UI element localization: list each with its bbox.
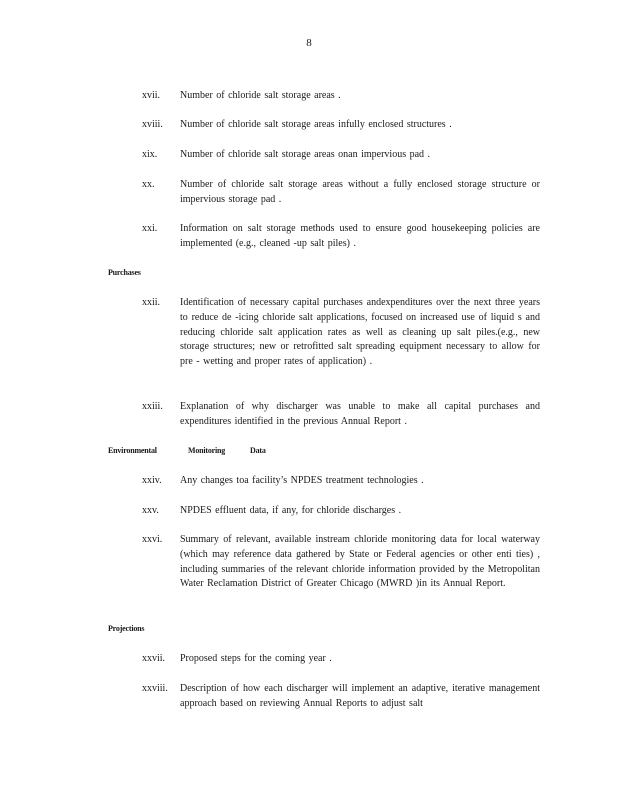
item-number: xxviii.: [142, 683, 168, 694]
list-item-xxi: [142, 222, 542, 252]
item-text: Number of chloride salt storage areas without a fully enclosed storage structure or impervious storage pad .: [180, 179, 540, 205]
item-number: xvii.: [142, 90, 161, 101]
list-item-xxv: [142, 504, 542, 519]
list-item-xvii: [142, 89, 542, 104]
list-item-xxvii: [142, 652, 542, 667]
item-text: Information on salt storage methods used to ensure good housekeeping policies are implemented (e.g., cleaned -up salt piles) .: [180, 223, 540, 249]
heading-word: Environmental: [108, 446, 157, 455]
list-item-xxii: [142, 296, 542, 370]
item-number: xxii.: [142, 297, 161, 308]
item-number: xxv.: [142, 505, 159, 516]
item-number: xxiii.: [142, 401, 163, 412]
item-text: Number of chloride salt storage areas onan impervious pad .: [180, 149, 431, 160]
item-text: Proposed steps for the coming year .: [180, 653, 332, 664]
item-number: xviii.: [142, 119, 163, 130]
section-heading-purchases: Purchases: [108, 268, 141, 277]
heading-word: Data: [250, 446, 266, 455]
list-item-xxiv: [142, 474, 542, 489]
item-text: Description of how each discharger will implement an adaptive, iterative management approach based on reviewing Annual Reports to adjust salt: [180, 683, 540, 709]
item-text: Number of chloride salt storage areas .: [180, 90, 341, 101]
item-text: Explanation of why discharger was unable to make all capital purchases and expenditures identified in the previous Annual Report .: [180, 401, 540, 427]
item-number: xxvii.: [142, 653, 166, 664]
page-number: 8: [306, 37, 312, 49]
item-text: Any changes toa facility’s NPDES treatment technologies .: [180, 475, 424, 486]
item-text: NPDES effluent data, if any, for chloride discharges .: [180, 505, 402, 516]
item-text: Identification of necessary capital purchases andexpenditures over the next three years to reduce de -icing chloride salt applications, focused on increased use of liquid s and reducing chloride salt application rates as well as cleaning up salt piles.(e.g., new storage structures; new or retrofitted salt spreading equipment necessary to allow for pre - wetting and proper rates of application) .: [180, 297, 540, 368]
item-number: xxi.: [142, 223, 158, 234]
section-heading-projections: Projections: [108, 624, 145, 633]
section-heading-environmental-monitoring-data: [108, 446, 278, 455]
list-item-xviii: [142, 118, 542, 133]
list-item-xix: [142, 148, 542, 163]
list-item-xxiii: [142, 400, 542, 430]
list-item-xx: [142, 178, 542, 208]
heading-word: Monitoring: [188, 446, 226, 455]
item-number: xix.: [142, 149, 158, 160]
item-number: xxiv.: [142, 475, 162, 486]
item-number: xx.: [142, 179, 155, 190]
list-item-xxviii: [142, 682, 542, 712]
list-item-xxvi: [142, 533, 542, 592]
item-text: Number of chloride salt storage areas infully enclosed structures .: [180, 119, 452, 130]
item-text: Summary of relevant, available instream chloride monitoring data for local waterway (which may reference data gathered by State or Federal agencies or other enti ties) , including summaries of the relevant chloride information provided by the Metropolitan Water Reclamation District of Greater Chicago (MWRD )in its Annual Report.: [180, 534, 540, 590]
item-number: xxvi.: [142, 534, 163, 545]
